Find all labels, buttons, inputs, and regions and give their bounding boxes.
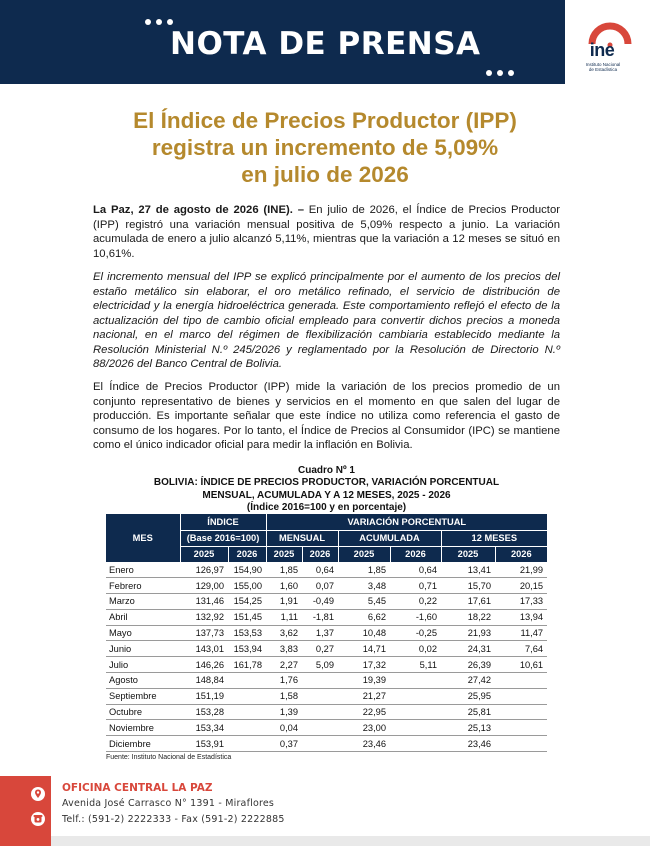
- table-cell: 0,37: [266, 736, 302, 752]
- table-cell: 23,46: [338, 736, 390, 752]
- header-year: 2026: [302, 546, 338, 562]
- table-cell: [228, 704, 266, 720]
- table-cell: 10,61: [495, 657, 547, 673]
- table-cell: 2,27: [266, 657, 302, 673]
- page-title: NOTA DE PRENSA: [170, 26, 481, 62]
- table-cell: 19,39: [338, 673, 390, 689]
- table-cell: 1,91: [266, 594, 302, 610]
- table-row: [106, 625, 547, 641]
- press-headline: El Índice de Precios Productor (IPP) registra un incremento de 5,09% en julio de 2026: [133, 108, 517, 187]
- table-cell: Junio: [106, 641, 180, 657]
- logo-wordmark: ine: [589, 40, 615, 60]
- table-cell: 154,90: [228, 562, 266, 578]
- table-cell: 0,64: [390, 562, 441, 578]
- header-12-meses: 12 MESES: [441, 530, 547, 546]
- table-cell: 17,33: [495, 594, 547, 610]
- table-cell: 22,95: [338, 704, 390, 720]
- table-cell: 10,48: [338, 625, 390, 641]
- header-year: 2025: [441, 546, 495, 562]
- table-cell: [228, 720, 266, 736]
- table-row: [106, 609, 547, 625]
- table-cell: 25,13: [441, 720, 495, 736]
- table-cell: [495, 720, 547, 736]
- table-cell: 1,58: [266, 688, 302, 704]
- table-cell: 17,32: [338, 657, 390, 673]
- header-indice: ÍNDICE: [180, 514, 266, 530]
- table-cell: 1,37: [302, 625, 338, 641]
- table-cell: 23,00: [338, 720, 390, 736]
- table-cell: 151,45: [228, 609, 266, 625]
- table-row: [106, 736, 547, 752]
- table-cell: 17,61: [441, 594, 495, 610]
- table-cell: -0,25: [390, 625, 441, 641]
- table-number: Cuadro Nº 1: [298, 465, 355, 476]
- table-cell: -1,81: [302, 609, 338, 625]
- table-cell: 1,11: [266, 609, 302, 625]
- table-cell: 1,60: [266, 578, 302, 594]
- header-acumulada: ACUMULADA: [338, 530, 441, 546]
- header-mensual: MENSUAL: [266, 530, 338, 546]
- table-cell: 23,46: [441, 736, 495, 752]
- table-cell: 14,71: [338, 641, 390, 657]
- table-cell: 132,92: [180, 609, 228, 625]
- table-title: BOLIVIA: ÍNDICE DE PRECIOS PRODUCTOR, VARIACIÓN PORCENTUAL MENSUAL, ACUMULADA Y A 12 MESES, 2025 - 2026: [153, 477, 500, 501]
- table-row: [106, 673, 547, 689]
- table-cell: 153,34: [180, 720, 228, 736]
- table-cell: 13,41: [441, 562, 495, 578]
- table-cell: 15,70: [441, 578, 495, 594]
- dateline: La Paz, 27 de agosto de 2026 (INE). –: [93, 204, 304, 216]
- table-cell: Enero: [106, 562, 180, 578]
- table-cell: 5,11: [390, 657, 441, 673]
- decorative-dots: [486, 70, 514, 76]
- table-cell: 7,64: [495, 641, 547, 657]
- table-cell: -1,60: [390, 609, 441, 625]
- table-row: [106, 578, 547, 594]
- table-cell: 129,00: [180, 578, 228, 594]
- table-cell: 24,31: [441, 641, 495, 657]
- table-cell: [390, 673, 441, 689]
- table-cell: Diciembre: [106, 736, 180, 752]
- table-row: [106, 594, 547, 610]
- table-cell: [228, 673, 266, 689]
- table-body: [106, 562, 547, 752]
- table-cell: 21,93: [441, 625, 495, 641]
- table-cell: 161,78: [228, 657, 266, 673]
- table-cell: 5,45: [338, 594, 390, 610]
- table-row: [106, 562, 547, 578]
- table-cell: 0,27: [302, 641, 338, 657]
- table-cell: Marzo: [106, 594, 180, 610]
- table-cell: 146,26: [180, 657, 228, 673]
- table-cell: [495, 673, 547, 689]
- logo-subtitle: Instituto Nacional de Estadística: [585, 62, 621, 72]
- table-cell: [390, 736, 441, 752]
- table-row: [106, 720, 547, 736]
- table-cell: 1,39: [266, 704, 302, 720]
- table-cell: 21,99: [495, 562, 547, 578]
- table-cell: [302, 720, 338, 736]
- header-mes: MES: [106, 514, 180, 562]
- table-cell: 148,84: [180, 673, 228, 689]
- table-cell: 11,47: [495, 625, 547, 641]
- table-cell: 0,22: [390, 594, 441, 610]
- table-cell: 25,95: [441, 688, 495, 704]
- table-row: [106, 704, 547, 720]
- intro-text: En julio de 2026, el Índice de Precios Productor (IPP) registró una variación mensual positiva de 5,09% respecto a junio. La variación acumulada de enero a julio alcanzó 5,11%, mientras que la variación a 12 meses se situó en 10,61%.: [93, 204, 560, 260]
- office-phones: Telf.: (591-2) 2222333 - Fax (591-2) 2222885: [62, 814, 285, 825]
- table-cell: 153,94: [228, 641, 266, 657]
- table-cell: [302, 673, 338, 689]
- table-cell: 0,04: [266, 720, 302, 736]
- table-cell: 137,73: [180, 625, 228, 641]
- table-cell: 26,39: [441, 657, 495, 673]
- table-cell: Septiembre: [106, 688, 180, 704]
- table-cell: [302, 736, 338, 752]
- table-cell: 6,62: [338, 609, 390, 625]
- header-year: 2026: [228, 546, 266, 562]
- location-pin-icon: [31, 787, 45, 801]
- header-indice-base: (Base 2016=100): [180, 530, 266, 546]
- table-cell: 153,53: [228, 625, 266, 641]
- table-cell: 153,91: [180, 736, 228, 752]
- table-cell: 0,64: [302, 562, 338, 578]
- header-year: 2026: [495, 546, 547, 562]
- table-cell: 1,85: [266, 562, 302, 578]
- table-cell: 1,76: [266, 673, 302, 689]
- table-cell: Agosto: [106, 673, 180, 689]
- table-row: [106, 641, 547, 657]
- paragraph-intro: [93, 203, 560, 261]
- table-cell: 151,19: [180, 688, 228, 704]
- table-cell: 3,83: [266, 641, 302, 657]
- table-cell: 3,48: [338, 578, 390, 594]
- table-cell: [495, 688, 547, 704]
- header-year: 2025: [338, 546, 390, 562]
- table-row: [106, 688, 547, 704]
- table-cell: [228, 736, 266, 752]
- table-cell: 155,00: [228, 578, 266, 594]
- phone-icon: [31, 812, 45, 826]
- table-cell: Octubre: [106, 704, 180, 720]
- table-row: [106, 657, 547, 673]
- table-cell: 13,94: [495, 609, 547, 625]
- decorative-dots: [145, 19, 173, 25]
- table-cell: [495, 704, 547, 720]
- header-year: 2025: [180, 546, 228, 562]
- table-cell: 143,01: [180, 641, 228, 657]
- table-cell: [495, 736, 547, 752]
- table-cell: [228, 688, 266, 704]
- table-cell: 27,42: [441, 673, 495, 689]
- table-cell: 153,28: [180, 704, 228, 720]
- table-cell: 25,81: [441, 704, 495, 720]
- table-cell: [390, 688, 441, 704]
- table-cell: Abril: [106, 609, 180, 625]
- table-cell: 5,09: [302, 657, 338, 673]
- table-cell: 154,25: [228, 594, 266, 610]
- ipp-table: [106, 514, 547, 752]
- table-cell: [390, 704, 441, 720]
- table-cell: 0,71: [390, 578, 441, 594]
- table-cell: [390, 720, 441, 736]
- office-title: OFICINA CENTRAL LA PAZ: [62, 782, 213, 794]
- table-cell: Febrero: [106, 578, 180, 594]
- table-cell: 21,27: [338, 688, 390, 704]
- header-year: 2026: [390, 546, 441, 562]
- table-cell: [302, 688, 338, 704]
- office-address: Avenida José Carrasco N° 1391 - Miraflores: [62, 798, 275, 809]
- header-variacion: VARIACIÓN PORCENTUAL: [266, 514, 547, 530]
- table-cell: [302, 704, 338, 720]
- table-cell: -0,49: [302, 594, 338, 610]
- table-base-note: (Índice 2016=100 y en porcentaje): [246, 502, 407, 513]
- table-cell: 20,15: [495, 578, 547, 594]
- paragraph-explanation: El incremento mensual del IPP se explicó principalmente por el aumento de los precios del estaño metálico sin elaborar, el oro metálico refinado, el servicio de distribución de electricidad y la energía hidroeléctrica generada. Este comportamiento reflejó el efecto de la actualización del tipo de cambio oficial empleado para convertir dichos precios a moneda nacional, en el marco del régimen de flexibilización cambiaria establecido mediante la Resolución Ministerial N.º 245/2026 y reglamentado por la Resolución de Directorio N.º 88/2026 del Banco Central de Bolivia.: [93, 271, 560, 370]
- table-cell: Noviembre: [106, 720, 180, 736]
- table-cell: 0,07: [302, 578, 338, 594]
- table-cell: 126,97: [180, 562, 228, 578]
- table-cell: 131,46: [180, 594, 228, 610]
- table-source: Fuente: Instituto Nacional de Estadística: [106, 754, 232, 761]
- footer-bar: [51, 836, 650, 846]
- paragraph-definition: El Índice de Precios Productor (IPP) mide la variación de los precios promedio de un conjunto representativo de bienes y servicios en el momento en que salen del lugar de producción. Es importante señalar que este índice no utiliza como referencia el gasto de consumo de los hogares. Por lo tanto, el Índice de Precios al Consumidor (IPC) se mantiene como el único indicador oficial para medir la inflación en Bolivia.: [93, 381, 560, 451]
- header-year: 2025: [266, 546, 302, 562]
- table-cell: Mayo: [106, 625, 180, 641]
- table-cell: 18,22: [441, 609, 495, 625]
- table-cell: 0,02: [390, 641, 441, 657]
- table-cell: Julio: [106, 657, 180, 673]
- table-cell: 1,85: [338, 562, 390, 578]
- table-cell: 3,62: [266, 625, 302, 641]
